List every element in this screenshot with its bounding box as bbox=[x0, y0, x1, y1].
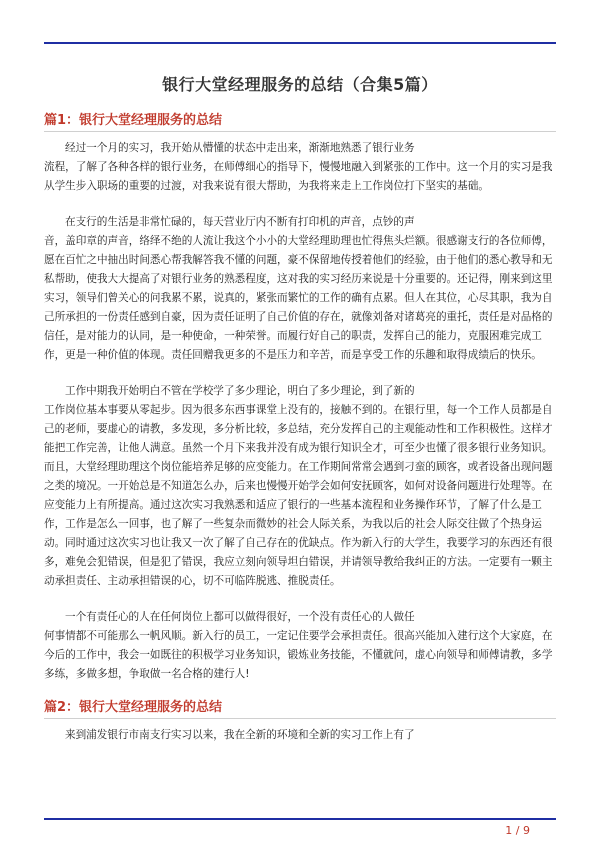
paragraph bbox=[44, 608, 556, 684]
document-title: 银行大堂经理服务的总结（合集5篇） bbox=[162, 75, 438, 94]
paragraph-first-line: 工作中期我开始明白不管在学校学了多少理论，明白了多少理论，到了新的 bbox=[65, 385, 415, 397]
paragraph-first-line: 经过一个月的实习，我开始从懵懂的状态中走出来，渐渐地熟悉了银行业务 bbox=[65, 142, 415, 154]
paragraph-text: 工作岗位基本事要从零起步。因为很多东西事课堂上没有的，接触不到的。在银行里，每一个工作人员都是自己的老师，要虚心的请教，多发现，多分析比较，多总结，充分发挥自己的主观能动性和工作积极性。这样才能把工作完善，让他人满意。虽然一个月下来我并没有成为银行知识全才，可至少也懂了很多银行业务知识。而且，大堂经理助理这个岗位能培养足够的应变能力。在工作期间常常会遇到刁蛮的顾客，或者设备出现问题之类的境况。一开始总是不知道怎么办，后来也慢慢开始学会如何安抚顾客，如何对设备问题进行处理等。在应变能力上有所提高。通过这次实习我熟悉和适应了银行的一些基本流程和业务操作环节，了解了什么是工作，工作是怎么一回事，也了解了一些复杂而微妙的社会人际关系，为我以后的社会人际交往做了个热身运动。同时通过这次实习也让我又一次了解了自己存在的优缺点。作为新入行的大学生，我要学习的东西还有很多，难免会犯错误，但是犯了错误，我应立刻向领导坦白错误，并请领导教给我纠正的方法。一定要有一颗主动承担责任、主动承担错误的心，切不可临阵脱逃、推脱责任。 bbox=[44, 404, 553, 587]
paragraph-text: 流程，了解了各种各样的银行业务，在师傅细心的指导下，慢慢地融入到紧张的工作中。这一个月的实习是我从学生步入职场的重要的过渡，对我来说有很大帮助，为我将来走上工作岗位打下坚实的基础。 bbox=[44, 161, 553, 192]
paragraph-first-line: 在支行的生活是非常忙碌的，每天营业厅内不断有打印机的声音，点钞的声 bbox=[65, 216, 415, 228]
paragraph bbox=[44, 726, 556, 745]
paragraph-text: 何事情都不可能那么一帆风顺。新入行的员工，一定记住要学会承担责任。很高兴能加入建行这个大家庭，在今后的工作中，我会一如既往的积极学习业务知识，锻炼业务技能，不懂就问，虚心向领导和师傅请教，多学多练，多做多想，争取做一名合格的建行人! bbox=[44, 630, 553, 680]
page-number: 1 / 9 bbox=[505, 824, 530, 837]
paragraph-first-line: 一个有责任心的人在任何岗位上都可以做得很好，一个没有责任心的人做任 bbox=[65, 611, 415, 623]
paragraph bbox=[44, 382, 556, 591]
paragraph bbox=[44, 139, 556, 196]
section-heading-1: 篇1：银行大堂经理服务的总结 bbox=[44, 109, 556, 132]
header-rule bbox=[44, 42, 556, 44]
section-heading-2: 篇2：银行大堂经理服务的总结 bbox=[44, 696, 556, 719]
paragraph-first-line: 来到浦发银行市南支行实习以来，我在全新的环境和全新的实习工作上有了 bbox=[65, 729, 415, 741]
paragraph-text: 音，盖印章的声音，络绎不绝的人流让我这个小小的大堂经理助理也忙得焦头烂额。很感谢支行的各位师傅，愿在百忙之中抽出时间悉心帮我解答我不懂的问题，豪不保留地传授着他们的经验，由于他们的悉心教导和无私帮助，使我大大提高了对银行业务的熟悉程度，这对我的实习经历来说是十分重要的。还记得，刚来到这里实习，领导们曾关心的问我累不累，说真的，紧张而繁忙的工作的确有点累。但人在其位，心尽其职，我为自己所承担的一份责任感到自豪，因为责任证明了自己价值的存在，就像刘备对诸葛亮的重托，责任是对品格的信任，是对能力的认同，是一种使命，一种荣誉。而履行好自己的职责，发挥自己的能力，克服困难完成工作，更是一种价值的体现。责任回赠我更多的不是压力和辛苦，而是享受工作的乐趣和取得成绩后的快乐。 bbox=[44, 235, 553, 361]
paragraph bbox=[44, 213, 556, 365]
document-body bbox=[44, 72, 556, 745]
footer-rule bbox=[44, 818, 556, 820]
